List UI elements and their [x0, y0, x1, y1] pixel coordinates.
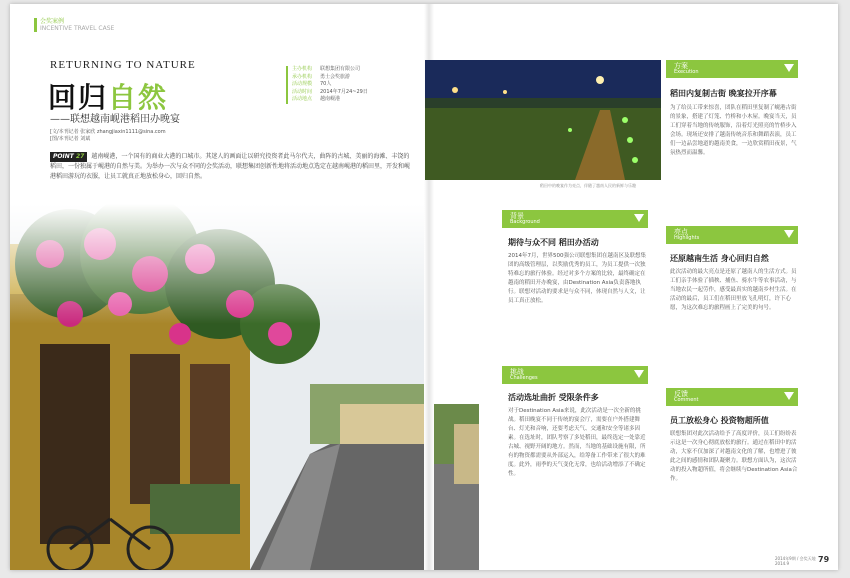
series-label-en: INCENTIVE TRAVEL CASE	[40, 25, 115, 32]
title-part-2: 自然	[108, 81, 169, 114]
info-row: 活动地点 越南岘港	[292, 96, 341, 102]
title-english: RETURNING TO NATURE	[50, 59, 196, 71]
section-plan-title: 稻田内复制古街 晚宴拉开序幕	[670, 89, 777, 98]
magazine-spread	[10, 4, 838, 570]
section-highlight-header: 亮点 Highlights	[666, 226, 798, 244]
page-footer: 2014年9期 / 会奖天地 2014.9	[775, 556, 816, 566]
section-background-header: 背景 Background	[502, 210, 648, 228]
intro-text: 越南岘港，一个国有的商业大港的口城市。其迷人的画面让以研究投资者此马尔代夫，曲阵的古城、美丽的海滩、丰饶的稻田，一份独属于岘港的自然与美。为举办一次与众不同的会奖活动，联想集团创新性地将活动地点选定在越南岘港的稻田里，开发和岘港稻田游玩的衣服，让员工就真正地放松身心，回归自然。	[50, 153, 411, 180]
street-photo-continued	[434, 404, 479, 570]
photo-fade	[10, 204, 424, 324]
street-photo	[10, 204, 424, 570]
chevron-down-icon	[784, 64, 794, 72]
section-challenge-body: 对于Destination Asia来说，此次活动是一次全新的挑战。稻田晚宴不同于传统的宴会厅，需要在户外搭建舞台、灯光和音响，还要考虑天气、交通和安全等诸多因素。在选址时，团队考察了多处稻田，最终选定一处靠近古城、视野开阔的地方。然而，当地的基础设施有限，所有的物资都需要从外部运入，给筹备工作带来了很大的难度。此外，雨季的天气变化无常，也给活动增添了不确定性。	[508, 408, 646, 477]
info-row: 主办机构 联想集团有限公司	[292, 66, 361, 72]
title-part-1: 回归	[48, 81, 109, 114]
intro-paragraph	[50, 152, 410, 182]
section-comment-title: 员工放松身心 投资物超所值	[670, 416, 769, 425]
section-plan-body: 为了给员工带来惊喜，团队在稻田里复制了岘港古街的景象，搭建了灯笼、竹桥和小木屋。晚宴当天，员工们穿着当地的传统服饰，沿着灯光照亮的竹桥步入会场。现场还安排了越南传统音乐和舞蹈表演，员工们一边品尝地道的越南美食，一边欣赏稻田夜景，气氛热烈而温馨。	[670, 105, 797, 156]
chevron-down-icon	[634, 370, 644, 378]
rice-field-night-photo	[425, 60, 661, 180]
chevron-down-icon	[634, 214, 644, 222]
section-comment-header: 反馈 Comment	[666, 388, 798, 406]
section-comment-body: 联想集团对此次活动给予了高度评价，员工们纷纷表示这是一次身心彻底放松的旅行。通过在稻田中的活动，大家不仅加深了对越南文化的了解，也增进了彼此之间的感情和团队凝聚力。联想方面认为，这次活动的投入物超所值，将会继续与Destination Asia合作。	[670, 431, 798, 482]
info-row: 承办机构 勇士会奖旅游	[292, 73, 351, 80]
street-continued-illustration	[434, 404, 479, 570]
page-number: 79	[818, 555, 830, 564]
section-plan-header: 方案 Execution	[666, 60, 798, 78]
section-header	[40, 18, 114, 32]
event-info-box	[286, 66, 420, 104]
header-accent-bar	[34, 18, 37, 32]
night-illustration	[425, 60, 661, 180]
section-highlight-title: 还原越南生活 身心回归自然	[670, 254, 769, 263]
author-credits	[50, 129, 166, 143]
chevron-down-icon	[784, 392, 794, 400]
author-photographer: [图/本刊记者 刘斌	[50, 136, 91, 142]
info-row: 活动规模 70人	[292, 81, 332, 87]
info-row: 活动时间 2014年7月24~29日	[292, 88, 368, 95]
photo-caption: 稻田中的晚宴作为亮点，伴随了越南人民的新鲜与乐趣	[540, 183, 636, 188]
section-highlight-body: 此次活动的最大亮点是还原了越南人的生活方式。员工们亲手体验了插秧、捕鱼、骑水牛等农事活动，与当地农民一起劳作，感受最真实的越南乡村生活。在活动的最后，员工们在稻田里放飞孔明灯，许下心愿，为这次难忘的旅程画上了完美的句号。	[670, 269, 797, 311]
subtitle: ——联想越南岘港稻田办晚宴	[50, 114, 180, 125]
section-background-body: 2014年7月，世界500强公司联想集团在越南区及联想集团的高级管理层，以奖励优秀的员工，为员工提供一次独特难忘的旅行体验。经过对多个方案的比较，最终确定在越南的稻田开办晚宴，由Destination Asia负责落地执行。联想对活动的要求是与众不同，体现自然与人文，让员工真正放松。	[508, 253, 646, 304]
section-challenge-header: 挑战 Challenges	[502, 366, 648, 384]
section-challenge-title: 活动选址曲折 受限条件多	[508, 393, 599, 402]
series-label: 会奖案例	[40, 18, 65, 25]
point-badge: POINT 27	[50, 152, 87, 162]
chevron-down-icon	[784, 230, 794, 238]
author-writer: [文/本刊记者 张家欣 zhangjiaxin1111@sina.com	[50, 129, 166, 135]
section-background-title: 期待与众不同 稻田办活动	[508, 238, 599, 247]
